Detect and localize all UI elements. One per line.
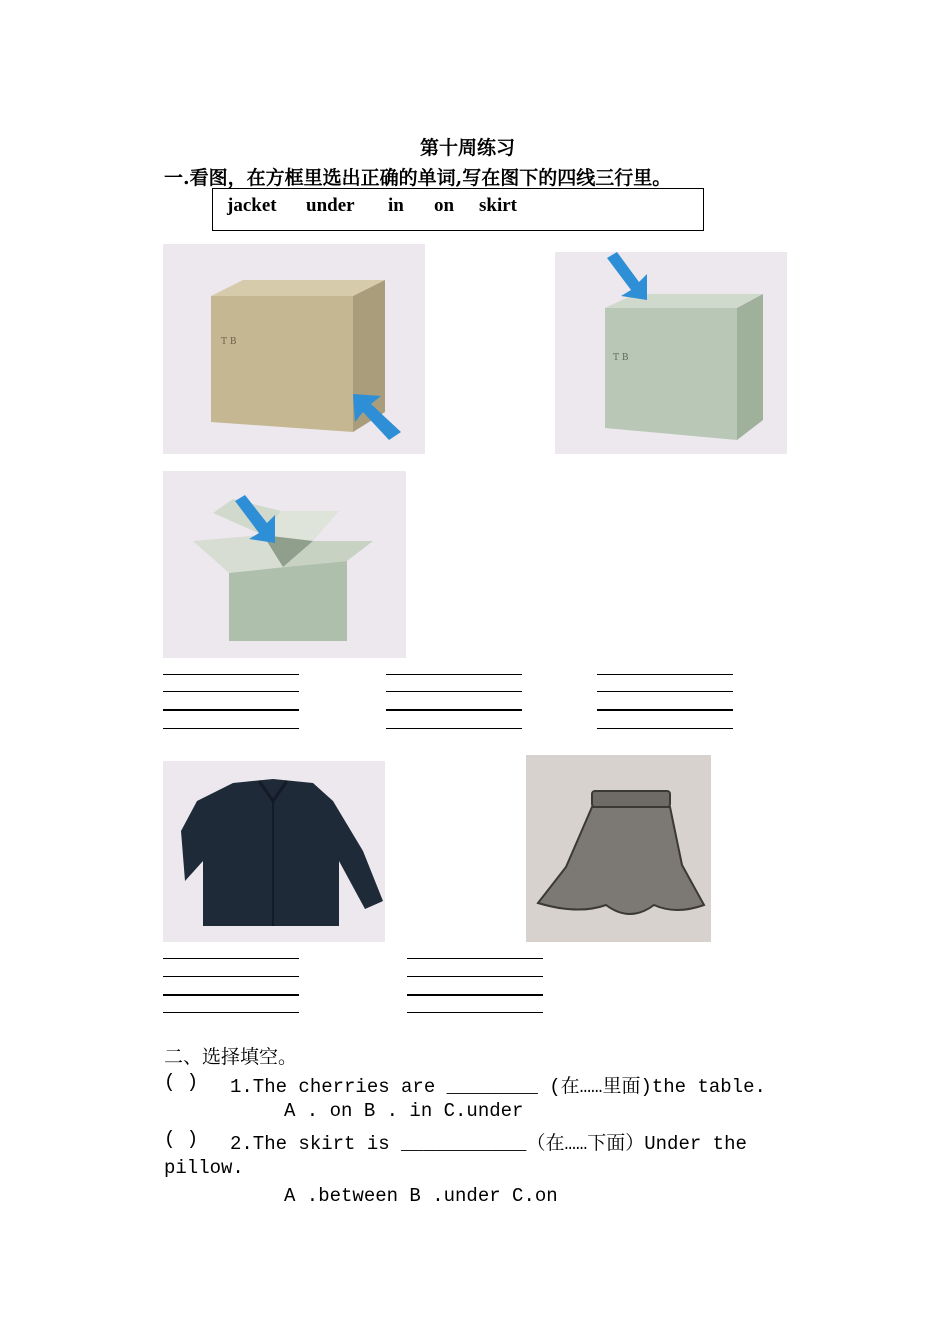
question2-options: A .between B .under C.on	[284, 1185, 558, 1207]
question1-options: A . on B . in C.under	[284, 1100, 524, 1122]
question2-stem: 2.The skirt is ___________（在……下面）Under the	[230, 1133, 747, 1155]
jacket-image	[163, 761, 385, 942]
question2-paren: ( )	[164, 1128, 199, 1150]
svg-text:T B: T B	[221, 337, 237, 347]
page-title: 第十周练习	[420, 137, 516, 159]
section1-instruction: 一.看图，在方框里选出正确的单词,写在图下的四线三行里。	[164, 167, 672, 189]
skirt-image	[526, 755, 711, 942]
box-under-image	[163, 244, 425, 454]
box-on-image	[555, 252, 787, 454]
section2-heading: 二、选择填空。	[164, 1046, 298, 1068]
word-bank-box	[212, 188, 704, 231]
question1-paren: ( )	[164, 1071, 199, 1093]
word-jacket: jacket	[227, 195, 277, 216]
word-in: in	[388, 195, 404, 216]
box-in-image	[163, 471, 406, 658]
word-on: on	[434, 195, 455, 216]
word-under: under	[306, 195, 355, 216]
word-skirt: skirt	[479, 195, 517, 216]
question1-stem: 1.The cherries are ________ (在……里面)the table.	[230, 1076, 766, 1098]
svg-text:T B: T B	[613, 353, 629, 363]
question2-stem-continued: pillow.	[164, 1157, 244, 1179]
